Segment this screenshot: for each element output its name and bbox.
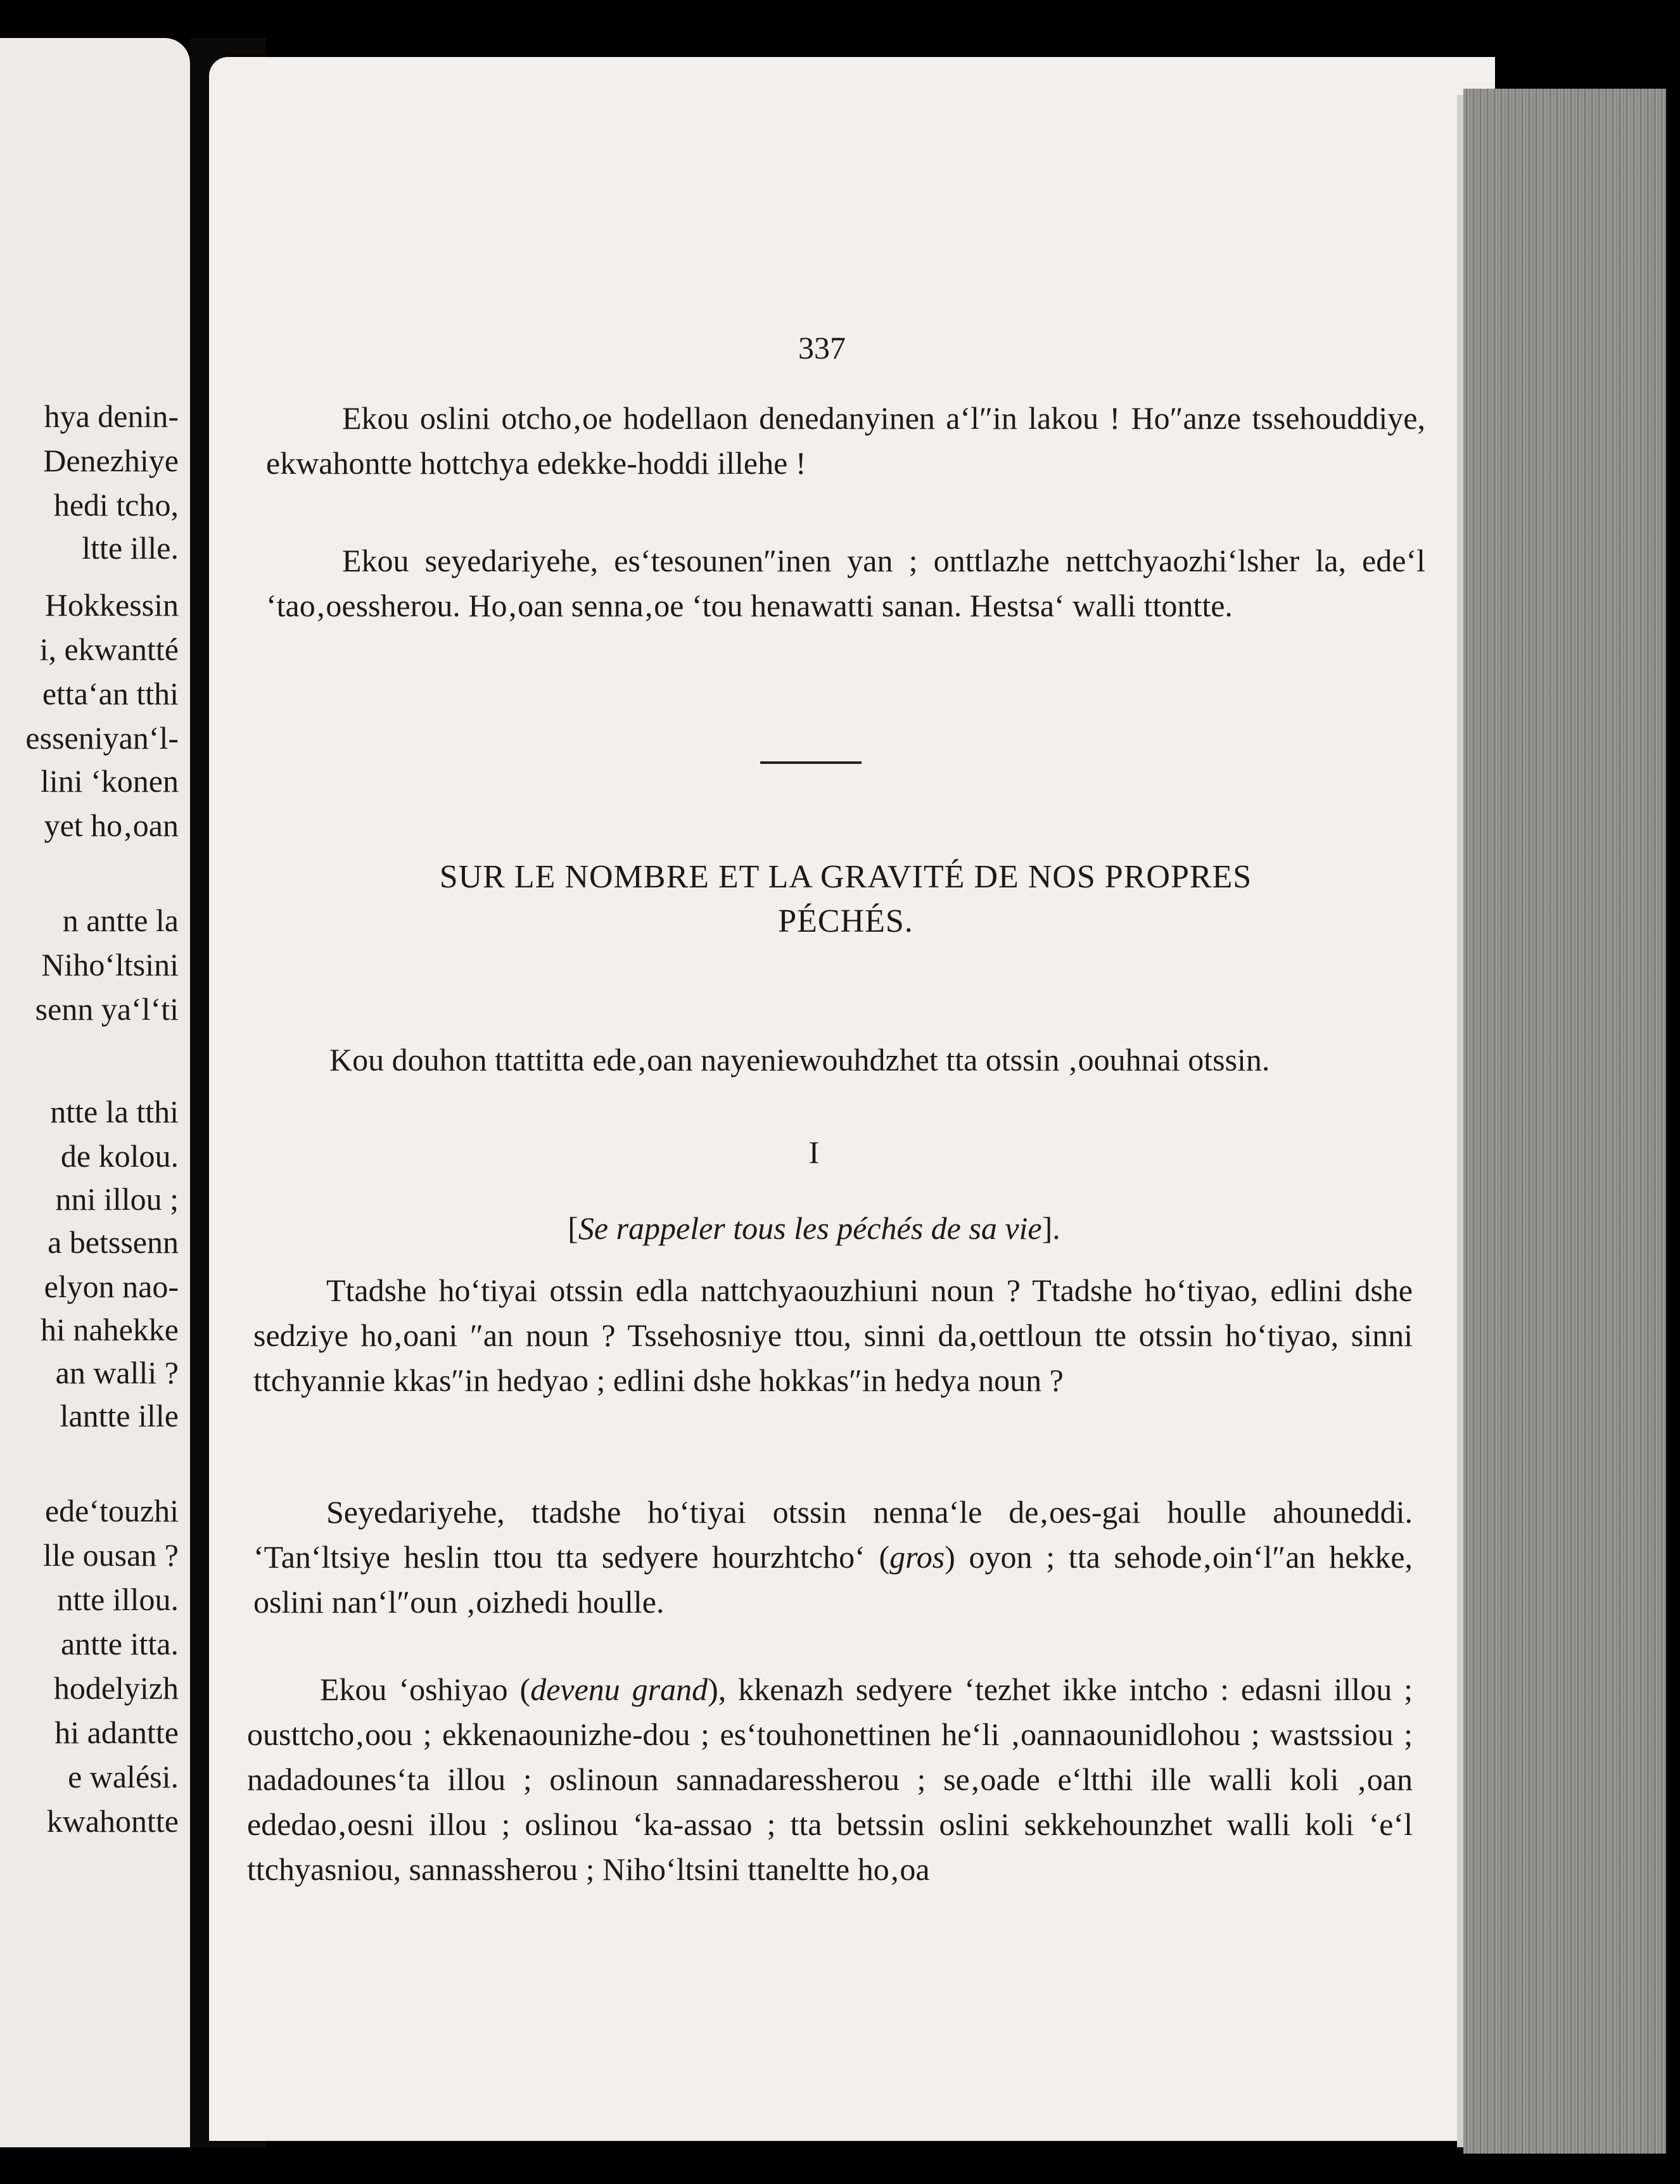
left-line: etta‘an tthi: [42, 676, 179, 711]
chapter-title-line-2: PÉCHÉS.: [778, 903, 913, 939]
paragraph-1: Ekou oslini otcho‚oe hodellaon denedanyinen a‘l″in lakou ! Ho″anze tssehouddiye, ekwahontte hottchya edekke-hoddi illehe !: [266, 400, 1425, 481]
left-line: a betssenn: [48, 1224, 179, 1260]
left-line: lini ‘konen: [40, 763, 179, 799]
left-line: e walési.: [68, 1759, 179, 1794]
paragraph-5: [247, 1667, 1413, 1892]
page-number: 337: [798, 330, 846, 365]
left-line: Niho‘ltsini: [41, 947, 179, 982]
section-divider: [760, 761, 862, 764]
left-line: an walli ?: [55, 1355, 179, 1390]
paragraph-5-gloss: devenu grand: [530, 1672, 708, 1707]
left-line: i, ekwantté: [39, 632, 179, 667]
subtitle-text: Se rappeler tous les péchés de sa vie: [578, 1210, 1042, 1246]
right-page: [209, 57, 1495, 2141]
intro-paragraph: Kou douhon ttattitta ede‚oan nayeniewouhdzhet tta otssin ‚oouhnai otssin.: [329, 1042, 1270, 1077]
chapter-title: [266, 855, 1425, 944]
left-line: yet ho‚oan: [44, 808, 179, 843]
left-line: lle ousan ?: [43, 1537, 179, 1573]
left-line: Hokkessin: [44, 587, 179, 623]
left-facing-page: [0, 38, 190, 2147]
paragraph-4-gloss: gros: [889, 1539, 945, 1575]
left-line: hya denin-: [44, 398, 179, 434]
left-line: ltte ille.: [82, 530, 179, 566]
left-line: nni illou ;: [55, 1181, 179, 1217]
page-edges: [1463, 89, 1666, 2154]
left-line: lantte ille: [60, 1398, 179, 1433]
chapter-title-line-1: SUR LE NOMBRE ET LA GRAVITÉ DE NOS PROPRES: [439, 859, 1252, 895]
left-line: senn ya‘l‘ti: [35, 991, 179, 1027]
left-line: esseniyan‘l-: [25, 720, 179, 756]
paragraph-3: Ttadshe ho‘tiyai otssin edla nattchyaouzhiuni noun ? Ttadshe ho‘tiyao, edlini dshe sedziye ho‚oani ″an noun ? Tssehosniye ttou, sinni da‚oettloun tte otssin ho‘tiyao, sinni ttchyannie kkas″in hedyao ; edlini dshe hokkas″in hedya noun ?: [253, 1273, 1413, 1398]
left-line: hi adantte: [54, 1715, 179, 1750]
section-number: I: [808, 1134, 820, 1170]
left-line: antte itta.: [60, 1626, 179, 1661]
left-line: Denezhiye: [43, 443, 179, 478]
bracket-open: [: [568, 1210, 578, 1246]
left-line: de kolou.: [60, 1138, 179, 1174]
paragraph-5-text-a: Ekou ‘oshiyao (: [320, 1672, 531, 1707]
left-line: kwahontte: [46, 1803, 179, 1839]
paragraph-5-text-b: ), kkenazh sedyere ‘tezhet ikke intcho : edasni illou ; ousttcho‚oou ; ekkenaounizhe-dou ; es‘touhonettinen he‘li ‚oannaounidlohou ; wastssiou ; nadadounes‘ta illou ; oslinoun sannadaressherou ; se‚oade e‘ltthi ille walli koli ‚oan ededao‚oesni illou ; oslinou ‘ka-assao ; tta betssin oslini sekkehounzhet walli koli ‘e‘l ttchyasniou, sannassherou ; Niho‘ltsini ttaneltte ho‚oa: [247, 1672, 1413, 1887]
paragraph-2: Ekou seyedariyehe, es‘tesounen″inen yan ; onttlazhe nettchyaozhi‘lsher la, ede‘l ‘tao‚oessherou. Ho‚oan senna‚oe ‘tou henawatti sanan. Hestsa‘ walli ttontte.: [266, 543, 1425, 623]
left-line: hodelyizh: [53, 1670, 179, 1706]
left-line: n antte la: [62, 903, 179, 938]
section-subtitle: [266, 1210, 1362, 1247]
left-line: ede‘touzhi: [44, 1493, 179, 1528]
bracket-close: ].: [1041, 1210, 1060, 1246]
paragraph-4: [253, 1490, 1413, 1625]
paragraph-4-text-a: Seyedariyehe, ttadshe ho‘tiyai otssin nenna‘le de‚oes-gai houlle ahouneddi. ‘Tan‘ltsiye heslin ttou tta sedyere hourzhtcho‘ (: [253, 1494, 1413, 1575]
left-line: hi nahekke: [41, 1312, 179, 1347]
left-line: ntte illou.: [57, 1582, 179, 1617]
left-line: elyon nao-: [44, 1269, 179, 1304]
left-line: hedi tcho,: [53, 487, 179, 523]
paragraph-4-text-b: ) oyon ; tta sehode‚oin‘l″an hekke, oslini nan‘l″oun ‚oizhedi houlle.: [253, 1539, 1413, 1620]
left-line: ntte la tthi: [50, 1094, 179, 1129]
